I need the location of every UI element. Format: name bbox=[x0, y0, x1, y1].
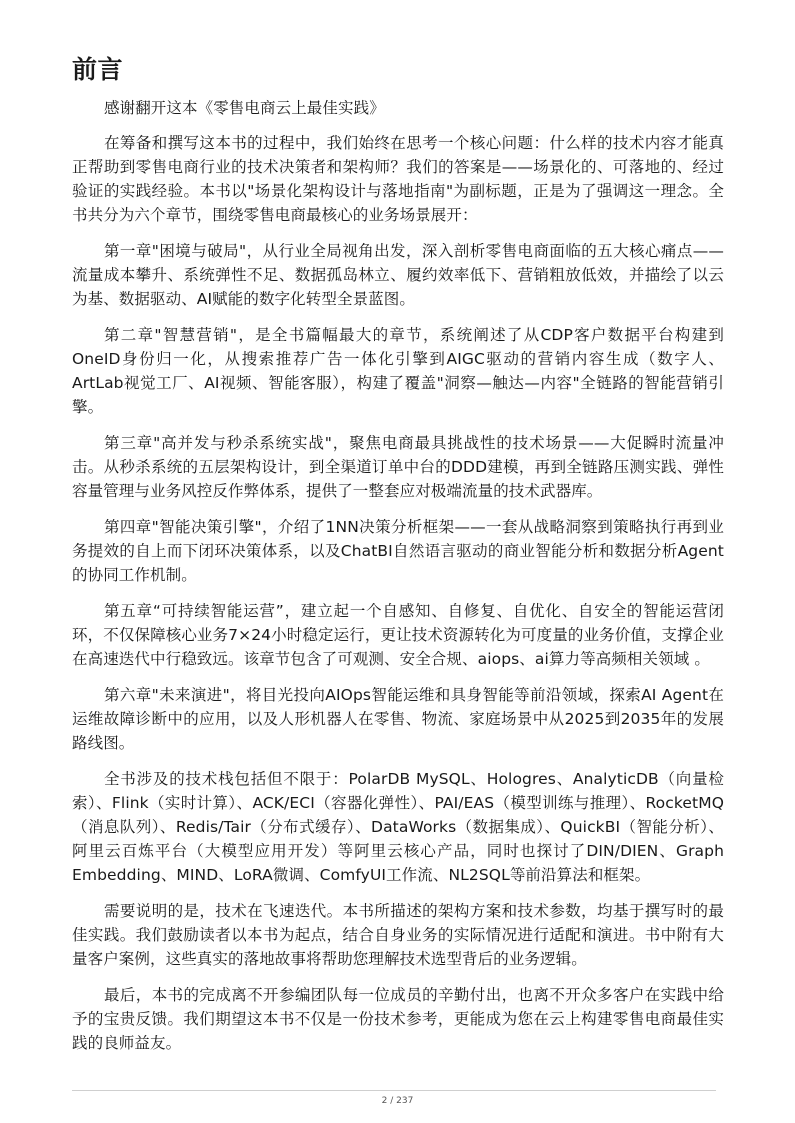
paragraph-chapter-3: 第三章"高并发与秒杀系统实战"，聚焦电商最具挑战性的技术场景——大促瞬时流量冲击。从秒杀系统的五层架构设计，到全渠道订单中台的DDD建模，再到全链路压测实践、弹性容量管理与业务风控反作弊体系，提供了一整套应对极端流量的技术武器库。 bbox=[72, 434, 724, 500]
paragraph-chapter-4: 第四章"智能决策引擎"，介绍了1NN决策分析框架——一套从战略洞察到策略执行再到业务提效的自上而下闭环决策体系，以及ChatBI自然语言驱动的商业智能分析和数据分析Agent的协同工作机制。 bbox=[72, 518, 724, 584]
page-number: 2 / 237 bbox=[381, 1096, 414, 1106]
paragraph-disclaimer: 需要说明的是，技术在飞速迭代。本书所描述的架构方案和技术参数，均基于撰写时的最佳实践。我们鼓励读者以本书为起点，结合自身业务的实际情况进行适配和演进。书中附有大量客户案例，这些真实的落地故事将帮助您理解技术选型背后的业务逻辑。 bbox=[72, 902, 724, 968]
preface-body bbox=[72, 96, 724, 1067]
paragraph-tech-stack: 全书涉及的技术栈包括但不限于：PolarDB MySQL、Hologres、AnalyticDB（向量检索）、Flink（实时计算）、ACK/ECI（容器化弹性）、PAI/EAS（模型训练与推理）、RocketMQ（消息队列）、Redis/Tair（分布式缓存）、DataWorks（数据集成）、QuickBI（智能分析）、阿里云百炼平台（大模型应用开发）等阿里云核心产品，同时也探讨了DIN/DIEN、Graph Embedding、MIND、LoRA微调、ComfyUI工作流、NL2SQL等前沿算法和框架。 bbox=[72, 770, 724, 884]
paragraph-chapter-1: 第一章"困境与破局"，从行业全局视角出发，深入剖析零售电商面临的五大核心痛点——流量成本攀升、系统弹性不足、数据孤岛林立、履约效率低下、营销粗放低效，并描绘了以云为基、数据驱动、AI赋能的数字化转型全景蓝图。 bbox=[72, 242, 724, 308]
page-title: 前言 bbox=[72, 55, 124, 84]
paragraph-chapter-5: 第五章“可持续智能运营”，建立起一个自感知、自修复、自优化、自安全的智能运营闭环，不仅保障核心业务7×24小时稳定运行，更让技术资源转化为可度量的业务价值，支撑企业在高速迭代中行稳致远。该章节包含了可观测、安全合规、aiops、ai算力等高频相关领域 。 bbox=[72, 602, 724, 668]
paragraph-intro: 在筹备和撰写这本书的过程中，我们始终在思考一个核心问题：什么样的技术内容才能真正帮助到零售电商行业的技术决策者和架构师？我们的答案是——场景化的、可落地的、经过验证的实践经验。本书以"场景化架构设计与落地指南"为副标题，正是为了强调这一理念。全书共分为六个章节，围绕零售电商最核心的业务场景展开： bbox=[72, 134, 724, 224]
paragraph-chapter-2: 第二章"智慧营销"，是全书篇幅最大的章节，系统阐述了从CDP客户数据平台构建到OneID身份归一化，从搜索推荐广告一体化引擎到AIGC驱动的营销内容生成（数字人、ArtLab视觉工厂、AI视频、智能客服），构建了覆盖"洞察—触达—内容"全链路的智能营销引擎。 bbox=[72, 326, 724, 416]
paragraph-closing: 最后，本书的完成离不开参编团队每一位成员的辛勤付出，也离不开众多客户在实践中给予的宝贵反馈。我们期望这本书不仅是一份技术参考，更能成为您在云上构建零售电商最佳实践的良师益友。 bbox=[72, 986, 724, 1052]
paragraph-chapter-6: 第六章"未来演进"，将目光投向AIOps智能运维和具身智能等前沿领域，探索AI Agent在运维故障诊断中的应用，以及人形机器人在零售、物流、家庭场景中从2025到2035年的发展路线图。 bbox=[72, 686, 724, 752]
footer-divider bbox=[72, 1090, 716, 1091]
paragraph-thanks: 感谢翻开这本《零售电商云上最佳实践》 bbox=[104, 99, 385, 117]
